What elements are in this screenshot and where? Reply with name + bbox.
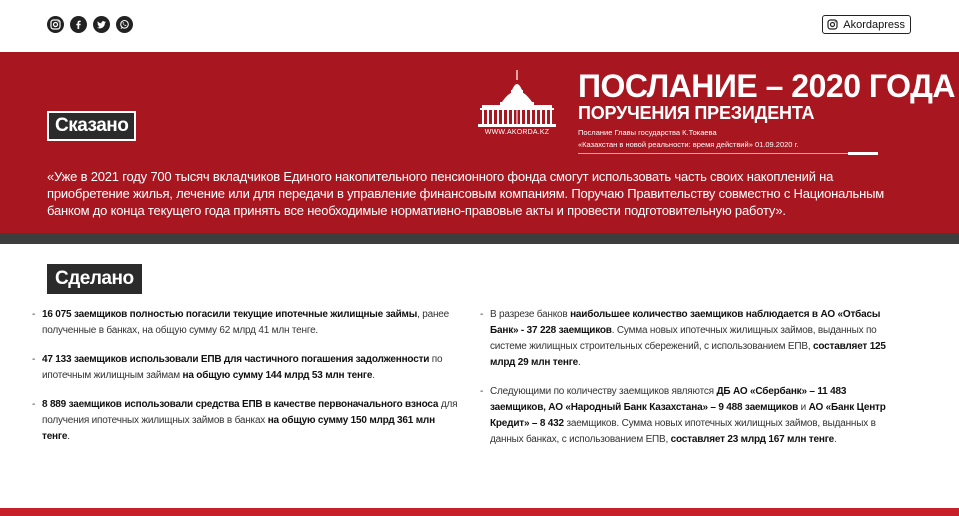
item-text: .	[834, 434, 837, 445]
item-bold: 47 133 заемщиков использовали ЕПВ для частичного погашения задолженности	[42, 354, 430, 365]
item-bold: ДБ АО «Сбербанк» – 11 483 заемщиков, АО «Народный Банк Казахстана» – 9 488 заемщиков	[490, 386, 847, 413]
item-bold: наибольшее количество заемщиков наблюдается в АО «Отбасы Банк» - 37 228 заемщиков	[490, 309, 881, 336]
instagram-icon	[827, 19, 838, 30]
item-text: В разрезе банков	[490, 309, 571, 320]
item-text: для получения ипотечных жилищных займов в банках	[42, 399, 458, 426]
item-text: , ранее полученные в банках, на общую сумму 62 млрд 41 млн тенге.	[42, 309, 449, 336]
divider-band	[0, 233, 959, 244]
item-bold: 8 889 заемщиков использовали средства ЕПВ в качестве первоначального взноса	[42, 399, 439, 410]
banner-caption-line2: «Казахстан в новой реальности: время действий» 01.09.2020 г.	[578, 140, 799, 149]
banner-title: ПОСЛАНИЕ – 2020 ГОДА	[578, 68, 955, 104]
twitter-icon[interactable]	[93, 16, 110, 33]
item-bold: составляет 125 млрд 29 млн тенге	[490, 341, 886, 368]
list-item	[32, 307, 462, 339]
social-links	[47, 16, 133, 33]
bottom-accent-line	[0, 508, 959, 516]
item-bold: на общую сумму 150 млрд 361 млн тенге	[42, 415, 435, 442]
item-text: . Сумма новых ипотечных жилищных займов, выданных по системе жилищных строительных сбережений, с использованием ЕПВ,	[490, 325, 877, 352]
caption-rule-accent	[848, 152, 878, 155]
banner-caption-line1: Послание Главы государства К.Токаева	[578, 128, 717, 137]
done-left-column	[32, 307, 462, 458]
item-text: .	[578, 357, 581, 368]
done-tag: Сделано	[47, 264, 142, 294]
item-text: и	[798, 402, 809, 413]
item-text: по ипотечным жилищным займам	[42, 354, 443, 381]
akordapress-handle[interactable]	[822, 15, 911, 34]
handle-text: Akordapress	[843, 18, 905, 31]
item-text: .	[372, 370, 375, 381]
banner-subtitle: ПОРУЧЕНИЯ ПРЕЗИДЕНТА	[578, 103, 815, 123]
facebook-icon[interactable]	[70, 16, 87, 33]
said-tag: Сказано	[47, 111, 136, 141]
item-bold: 16 075 заемщиков полностью погасили текущие ипотечные жилищные займы	[42, 309, 418, 320]
whatsapp-icon[interactable]	[116, 16, 133, 33]
list-item	[32, 397, 462, 445]
item-text: .	[67, 431, 70, 442]
president-quote: «Уже в 2021 году 700 тысяч вкладчиков Единого накопительного пенсионного фонда смогут использовать часть своих накоплений на приобретение жилья, лечение или для передачи в управление финансовым компаниям. Поручаю Правительству совместно с Национальным банком до конца текущего года принять все необходимые нормативно-правовые акты и провести подготовительную работу».	[47, 169, 884, 218]
akorda-url: WWW.AKORDA.KZ	[484, 129, 550, 136]
list-item	[480, 384, 900, 448]
item-bold: АО «Банк Центр Кредит» – 8 432	[490, 402, 886, 429]
item-bold: составляет 23 млрд 167 млн тенге	[670, 434, 835, 445]
item-text: заемщиков. Сумма новых ипотечных жилищных займов, выданных в данных банках, с использованием ЕПВ,	[490, 418, 876, 445]
top-bar	[0, 0, 959, 52]
list-item	[32, 352, 462, 384]
list-item	[480, 307, 900, 371]
item-bold: на общую сумму 144 млрд 53 млн тенге	[182, 370, 373, 381]
instagram-icon[interactable]	[47, 16, 64, 33]
item-text: Следующими по количеству заемщиков являются	[490, 386, 717, 397]
done-right-column	[480, 307, 900, 461]
caption-rule	[578, 153, 878, 154]
